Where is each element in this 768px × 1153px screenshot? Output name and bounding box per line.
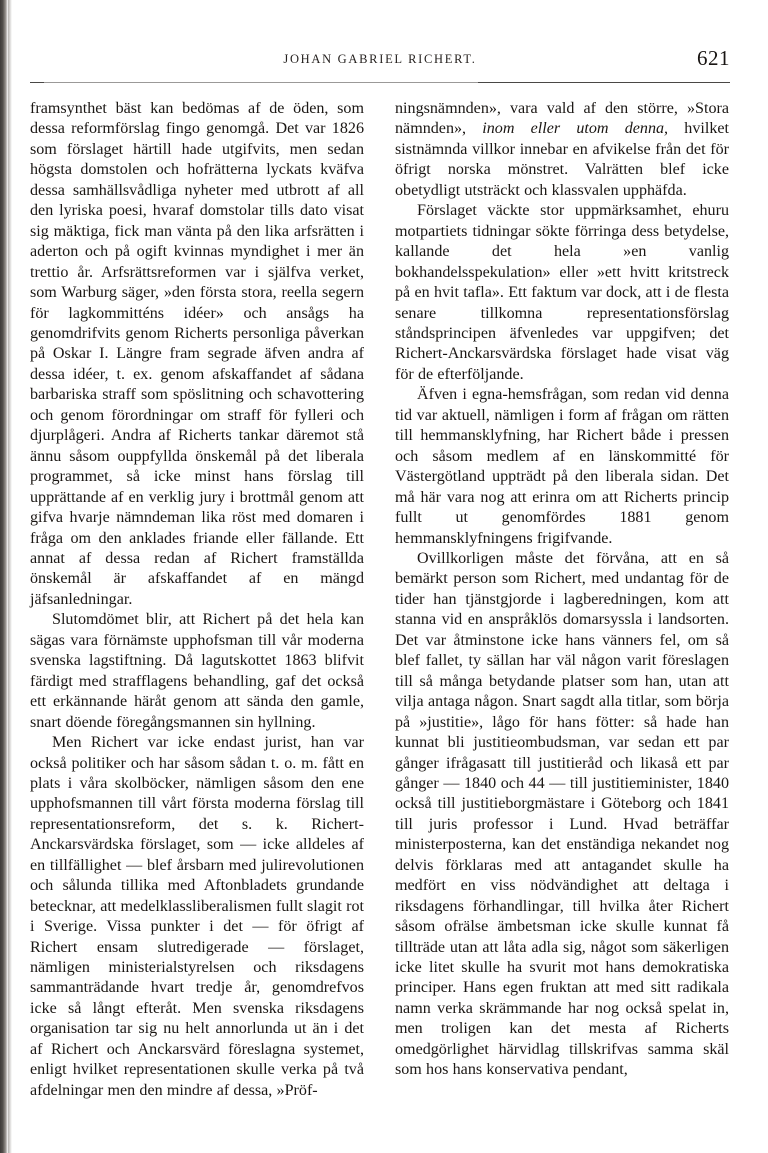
emphasis-phrase: inom eller utom denna, [482,120,669,138]
running-head-title: JOHAN GABRIEL RICHERT. [283,52,477,66]
header-rule [30,82,730,83]
paragraph: Men Richert var icke endast jurist, han var också politiker och har såsom sådan t. o. m. fått en plats i våra skolböcker, nämligen såsom den ene upphofsmannen till vårt första moderna förslag till representationsreform, det s. k. Richert-Anckarsvärdska förslaget, som — icke alldeles af en tillfällighet — blef årsbarn med julirevolutionen och sålunda tillika med Aftonbladets grundande betecknar, att medelklassliberalismen fullt slagit rot i Sverige. Vissa punkter i det — för öfrigt af Richert ensam slutredigerade — förslaget, nämligen ministerialstyrelsen och riksdagens sammanträdande hvart tredje år, genomdrefvos icke så långt efteråt. Men svenska riksdagens organisation tar sig nu helt annorlunda ut än i det af Richert och Anckarsvärd föreslagna systemet, enligt hvilket representationen skulle verka på två afdelningar men den mindre af dessa, »Pröf- [30,734,364,1099]
paragraph: Äfven i egna-hemsfrågan, som redan vid denna tid var aktuell, nämligen i form af frågan om rätten till hemmansklyfning, har Richert både i pressen och såsom medlem af en länskommitté för Västergötland uppträdt på den liberala sidan. Det må här vara nog att erinra om att Richerts princip fullt ut genomfördes 1881 genom hemmansklyfningens frigifvande. [395,386,729,547]
body-columns [30,99,730,1101]
paragraph-with-italic [395,99,729,201]
paragraph-tail: hvilket sistnämnda villkor innebar en afvikelse från det för öfrigt norska mönstret. Valrätten blef icke obetydligt utsträckt och klassvalen upphäfda. [395,120,729,199]
paragraph: Ovillkorligen måste det förvåna, att en så bemärkt person som Richert, med undantag för de tider han tjänstgjorde i lagberedningen, kom att stanna vid en anspråklös domarsyssla i landsorten. Det var åtminstone icke hans vänners fel, om så blef fallet, ty sällan har väl någon varit föreslagen till så många betydande platser som han, utan att vilja antaga någon. Snart sagdt alla titlar, som börja på »justitie», lågo för hans fötter: så hade han kunnat bli justitieombudsman, var sedan ett par gånger ifrågasatt till justitieråd och likaså ett par gånger — 1840 och 44 — till justitieminister, 1840 också till justitieborgmästare i Göteborg och 1841 till juris professor i Lund. Hvad beträffar ministerposterna, kan det enständiga nekandet nog delvis förklaras med att antagandet skulle ha medfört en viss nödvändighet att deltaga i riksdagens förhandlingar, till hvilka åter Richert såsom ofrälse ämbetsman icke skulle kunnat få tillträde utan att låta adla sig, något som säkerligen icke litet skulle ha svurit mot hans demokratiska principer. Hans egen fruktan att med sitt radikala namn verka skrämmande har nog också spelat in, men troligen kan det mesta af Richerts omedgörlighet härvidlag tillskrifvas samma skäl som hos hans konservativa pendant, [395,549,729,1079]
paragraph: Slutomdömet blir, att Richert på det hela kan sägas vara förnämste upphofsman till vår moderna svenska lagstiftning. Då lagutskottet 1863 blifvit färdigt med strafflagens behandling, gaf det också ett erkännande häråt genom att sända den gamle, snart döende föregångsmannen sin hyllning. [30,611,364,731]
running-head [30,46,730,78]
paragraph-lead: ningsnämnden», vara vald af den större, »Stora nämnden», [395,100,729,138]
column-right [395,99,729,1101]
column-left [30,99,364,1101]
page-number: 621 [697,46,730,70]
paragraph: framsynthet bäst kan bedömas af de öden, som dessa reformförslag fingo genomgå. Det var 1826 som förslaget härtill hade utgifvits, men sedan högsta domstolen och hofrätterna lyckats kväfva dessa samhällsvådliga nyheter med utbrott af all den lyriska poesi, hvaraf domstolar tills dato visat sig mäktiga, fick man vänta på den lika arfsrätten i aderton och på ogift kvinnas myndighet i mer än trettio år. Arfsrättsreformen var i själfva verket, som Warburg säger, »den första stora, reella segern för lagkommitténs idéer» och ansågs ha genomdrifvits genom Richerts personliga påverkan på Oskar I. Längre fram segrade äfven andra af dessa idéer, t. ex. genom afskaffandet af sådana barbariska straff som spöslitning och schavottering och genom förordningar om straff för fylleri och djurplågeri. Andra af Richerts tankar däremot stå ännu såsom ouppfyllda önskemål på det liberala programmet, så icke minst hans förslag till upprättande af en verklig jury i brottmål genom att gifva hvarje nämndeman lika röst med domaren i fråga om den anklades friande eller fällande. Ett annat af dessa redan af Richert framställda önskemål är afskaffandet af en mängd jäfsanledningar. [30,100,364,608]
paragraph: Förslaget väckte stor uppmärksamhet, ehuru motpartiets tidningar sökte förringa dess betydelse, kallande det hela »en vanlig bokhandelsspekulation» eller »ett hvitt kritstreck på en hvit tafla». Ett faktum var dock, att i de flesta senare tillkomna representationsförslag ståndsprincipen äfvenledes var uppgifven; det Richert-Anckarsvärdska förslaget hade visat väg för de efterföljande. [395,202,729,383]
